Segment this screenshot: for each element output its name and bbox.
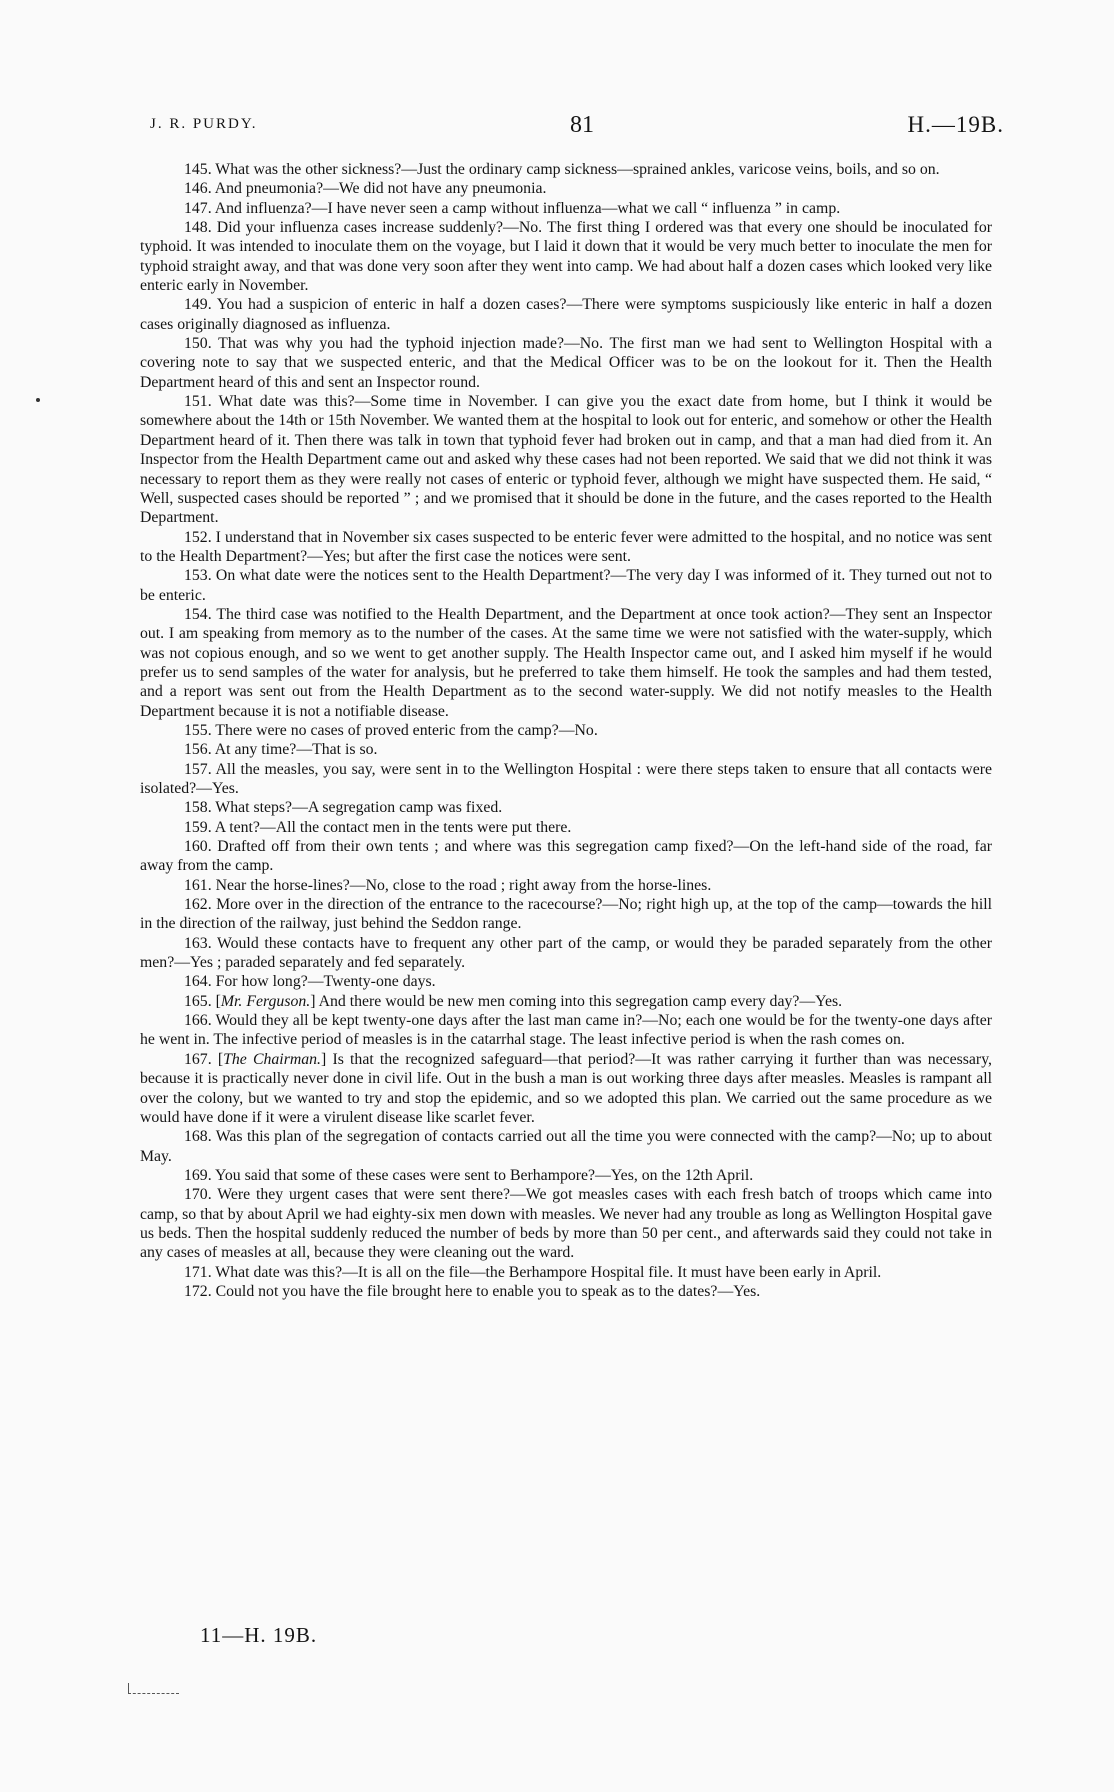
testimony-paragraph: 156. At any time?—That is so. [184,741,378,759]
testimony-paragraph: 163. Would these contacts have to frequent any other part of the camp, or would they be paraded separately from the other men?—Yes ; paraded separately and fed separately. [140,934,992,972]
testimony-paragraph: 171. What date was this?—It is all on the file—the Berhampore Hospital file. It must have been early in April. [184,1263,882,1281]
testimony-paragraph: 162. More over in the direction of the entrance to the racecourse?—No; right high up, at the top of the camp—towards the hill in the direction of the railway, just behind the Seddon range. [140,896,992,933]
testimony-paragraph: 159. A tent?—All the contact men in the tents were put there. [184,818,572,836]
corner-rule [128,1683,179,1694]
testimony-paragraph: 161. Near the horse-lines?—No, close to the road ; right away from the horse-lines. [184,876,712,894]
testimony-paragraph: 154. The third case was notified to the Health Department, and the Department at once took action?—They sent an Inspector out. I am speaking from memory as to the number of the cases. At the same time we were not satisfied with the water-supply, which was not copious enough, and so we went to get another supply. The Health Inspector came out, and I asked him myself if he would prefer us to send samples of the water for analysis, but he preferred to take them himself. He took the samples and had them tested, and a report was sent out from the Health Department as to the second water-supply. We did not notify measles to the Health Department because it is not a notifiable disease. [140,605,992,720]
testimony-paragraph: 153. On what date were the notices sent to the Health Department?—The very day I was informed of it. They turned out not to be enteric. [140,567,992,604]
sheet-signature: 11—H. 19B. [200,1623,318,1647]
testimony-paragraph: 147. And influenza?—I have never seen a camp without influenza—what we call “ influenza ” in camp. [184,199,841,217]
margin-dot [36,398,40,402]
testimony-paragraph: 155. There were no cases of proved enteric from the camp?—No. [184,721,598,739]
testimony-paragraph: 164. For how long?—Twenty-one days. [184,973,436,991]
testimony-paragraph: 158. What steps?—A segregation camp was fixed. [184,799,503,817]
testimony-body [140,160,992,1301]
page-number: 81 [570,112,594,138]
testimony-paragraph: 149. You had a suspicion of enteric in half a dozen cases?—There were symptoms suspiciously like enteric in half a dozen cases originally diagnosed as influenza. [140,296,992,333]
testimony-paragraph: 169. You said that some of these cases were sent to Berhampore?—Yes, on the 12th April. [184,1166,754,1184]
testimony-paragraph: 148. Did your influenza cases increase suddenly?—No. The first thing I ordered was that every one should be inoculated for typhoid. It was intended to inoculate them on the voyage, but I laid it down that it would be very much better to inoculate the men for typhoid straight away, and that was done very soon after they went into camp. We had about half a dozen cases which looked very like enteric early in November. [140,219,992,295]
testimony-paragraph: 157. All the measles, you say, were sent in to the Wellington Hospital : were there steps taken to ensure that all contacts were isolated?—Yes. [140,760,992,797]
running-head [150,112,1004,142]
testimony-paragraph: 166. Would they all be kept twenty-one days after the last man came in?—No; each one would be for the twenty-one days after he went in. The infective period of measles is in the catarrhal stage. The least infective period is when the rash comes on. [140,1012,992,1049]
testimony-paragraph: 150. That was why you had the typhoid injection made?—No. The first man we had sent to Wellington Hospital with a covering note to say that we suspected enteric, and that the Medical Officer was to be on the lookout for it. Then the Health Department heard of this and sent an Inspector round. [140,335,992,391]
testimony-paragraph: 170. Were they urgent cases that were sent there?—We got measles cases with each fresh batch of troops which came into camp, so that by about April we had eighty-six men down with measles. We never had any trouble as long as Wellington Hospital gave us beds. Then the hospital suddenly reduced the number of beds by more than 50 per cent., and afterwards said they could not take in any cases of measles at all, because they were cleaning out the ward. [140,1186,992,1262]
testimony-paragraph: 145. What was the other sickness?—Just the ordinary camp sickness—sprained ankles, varicose veins, boils, and so on. [184,161,940,178]
speaker-name: Mr. Ferguson. [220,992,311,1010]
testimony-paragraph: 160. Drafted off from their own tents ; and where was this segregation camp fixed?—On the left-hand side of the road, far away from the camp. [140,838,992,875]
testimony-paragraph: 151. What date was this?—Some time in November. I can give you the exact date from home, but I think it would be somewhere about the 14th or 15th November. We wanted them at the hospital to look out for enteric, and somehow or other the Health Department heard of it. Then there was talk in town that typhoid fever had broken out in camp, and that a man had died from it. An Inspector from the Health Department came out and asked why these cases had not been reported. We said that we did not think it was necessary to report them as they were really not cases of enteric or typhoid fever, although we might have suspected them. He said, “ Well, suspected cases should be reported ” ; and we promised that it should be done in the future, and the cases reported to the Health Department. [140,393,992,527]
testimony-paragraph: 172. Could not you have the file brought here to enable you to speak as to the dates?—Yes. [184,1282,761,1300]
testimony-paragraph: 152. I understand that in November six cases suspected to be enteric fever were admitted to the hospital, and no notice was sent to the Health Department?—Yes; but after the first case the notices were sent. [140,528,992,565]
testimony-paragraph: 167. [The Chairman.] Is that the recognized safeguard—that period?—It was rather carrying it further than was necessary, because it is practically never done in civil life. Out in the bush a man is out working three days after measles. Measles is rampant all over the colony, but we wanted to try and stop the epidemic, and so we adopted this plan. We carried out the same procedure as we would have done if it were a virulent disease like scarlet fever. [140,1050,993,1126]
paper-reference: H.—19B. [907,112,1004,137]
testimony-paragraph: 168. Was this plan of the segregation of contacts carried out all the time you were connected with the camp?—No; up to about May. [140,1128,992,1165]
witness-name: J. R. PURDY. [150,116,258,132]
speaker-name: The Chairman. [223,1050,321,1068]
testimony-paragraph: 165. [Mr. Ferguson.] And there would be new men coming into this segregation camp every day?—Yes. [184,992,843,1010]
testimony-paragraph: 146. And pneumonia?—We did not have any pneumonia. [184,180,547,198]
